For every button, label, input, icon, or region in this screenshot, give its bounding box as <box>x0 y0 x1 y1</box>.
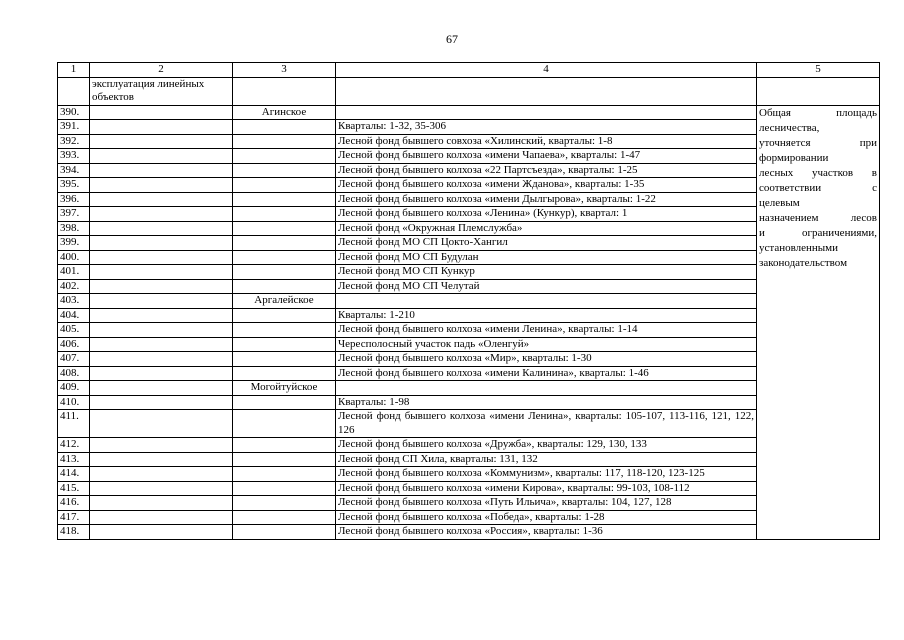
object-name-cell <box>90 163 233 178</box>
row-number-cell: 402. <box>58 279 90 294</box>
object-name-cell <box>90 120 233 135</box>
description-cell: Лесной фонд бывшего колхоза «Победа», кварталы: 1-28 <box>336 510 757 525</box>
table-row <box>58 149 880 164</box>
row-number-cell: 408. <box>58 366 90 381</box>
note-line: установленными <box>759 241 839 254</box>
forestry-cell <box>233 134 336 149</box>
forestry-cell <box>233 438 336 453</box>
object-name-cell <box>90 510 233 525</box>
description-cell: Лесной фонд бывшего колхоза «Путь Ильича», кварталы: 104, 127, 128 <box>336 496 757 511</box>
row-number-cell: 397. <box>58 207 90 222</box>
row-number-cell: 403. <box>58 294 90 309</box>
header-cell: 2 <box>90 63 233 78</box>
forestry-cell <box>233 525 336 540</box>
forestry-cell <box>233 452 336 467</box>
forestry-cell <box>233 120 336 135</box>
row-number-cell: 396. <box>58 192 90 207</box>
table-row <box>58 120 880 135</box>
object-name-cell <box>90 149 233 164</box>
table-row <box>58 134 880 149</box>
description-cell <box>336 381 757 396</box>
row-number-cell: 391. <box>58 120 90 135</box>
table-row <box>58 265 880 280</box>
object-name-cell <box>90 134 233 149</box>
row-number-cell: 413. <box>58 452 90 467</box>
row-number-cell: 418. <box>58 525 90 540</box>
note-line: лесных участков в <box>759 166 877 179</box>
row-number-cell: 392. <box>58 134 90 149</box>
object-name-cell <box>90 366 233 381</box>
row-number-cell: 415. <box>58 481 90 496</box>
row-number-cell: 400. <box>58 250 90 265</box>
object-name-cell <box>90 308 233 323</box>
object-name-cell <box>90 467 233 482</box>
object-name-cell <box>90 452 233 467</box>
forestry-cell <box>233 352 336 367</box>
forestry-cell: Могойтуйское <box>233 381 336 396</box>
table-row <box>58 105 880 120</box>
object-name-cell <box>90 265 233 280</box>
description-cell: Лесной фонд бывшего колхоза «Россия», кварталы: 1-36 <box>336 525 757 540</box>
forestry-cell <box>233 395 336 410</box>
object-name-cell <box>90 395 233 410</box>
forestry-cell <box>233 207 336 222</box>
description-cell <box>336 294 757 309</box>
row-number-cell: 409. <box>58 381 90 396</box>
row-number-cell: 416. <box>58 496 90 511</box>
object-name-cell <box>90 294 233 309</box>
forestry-cell <box>233 236 336 251</box>
table-row <box>58 496 880 511</box>
table-row <box>58 279 880 294</box>
description-cell: Кварталы: 1-98 <box>336 395 757 410</box>
row-number-cell: 412. <box>58 438 90 453</box>
row-number-cell: 417. <box>58 510 90 525</box>
forestry-cell <box>233 163 336 178</box>
table-header-row <box>58 63 880 78</box>
object-name-cell <box>90 525 233 540</box>
forestry-cell <box>233 410 336 438</box>
table-row <box>58 294 880 309</box>
description-cell: Кварталы: 1-32, 35-306 <box>336 120 757 135</box>
object-name-cell <box>90 279 233 294</box>
table-row <box>58 366 880 381</box>
forestry-cell <box>233 510 336 525</box>
forestry-cell <box>233 481 336 496</box>
table-row <box>58 481 880 496</box>
table-row <box>58 352 880 367</box>
note-line: законодательством <box>759 256 848 269</box>
description-cell: Лесной фонд бывшего совхоза «Хилинский, кварталы: 1-8 <box>336 134 757 149</box>
description-cell: Лесной фонд МО СП Цокто-Хангил <box>336 236 757 251</box>
note-line: и ограничениями, <box>759 226 877 239</box>
description-cell: Лесной фонд МО СП Кункур <box>336 265 757 280</box>
forestry-cell <box>233 265 336 280</box>
table-row <box>58 221 880 236</box>
description-cell: Лесной фонд бывшего колхоза «Коммунизм», кварталы: 117, 118-120, 123-125 <box>336 467 757 482</box>
forestry-cell <box>233 366 336 381</box>
note-cell <box>757 77 880 105</box>
forestry-cell <box>233 496 336 511</box>
row-number-cell: 407. <box>58 352 90 367</box>
object-name-cell: эксплуатация линейных объектов <box>90 77 233 105</box>
header-cell: 3 <box>233 63 336 78</box>
row-number-cell: 395. <box>58 178 90 193</box>
description-cell: Лесной фонд «Окружная Племслужба» <box>336 221 757 236</box>
note-line: целевым <box>759 196 800 209</box>
description-cell: Чересполосный участок падь «Оленгуй» <box>336 337 757 352</box>
page-number: 67 <box>446 32 458 46</box>
table-row <box>58 525 880 540</box>
forestry-cell <box>233 77 336 105</box>
row-number-cell: 405. <box>58 323 90 338</box>
table-row <box>58 163 880 178</box>
row-number-cell: 394. <box>58 163 90 178</box>
object-name-cell <box>90 337 233 352</box>
row-number-cell: 406. <box>58 337 90 352</box>
object-name-cell <box>90 438 233 453</box>
description-cell: Лесной фонд бывшего колхоза «имени Жданова», кварталы: 1-35 <box>336 178 757 193</box>
note-line: лесничества, <box>759 121 820 134</box>
description-cell: Лесной фонд бывшего колхоза «имени Кирова», кварталы: 99-103, 108-112 <box>336 481 757 496</box>
note-line: назначением лесов <box>759 211 877 224</box>
table-row <box>58 510 880 525</box>
description-cell: Лесной фонд бывшего колхоза «имени Чапаева», кварталы: 1-47 <box>336 149 757 164</box>
object-name-cell <box>90 352 233 367</box>
description-cell: Лесной фонд МО СП Челутай <box>336 279 757 294</box>
object-name-cell <box>90 410 233 438</box>
object-name-cell <box>90 105 233 120</box>
forestry-cell <box>233 337 336 352</box>
note-line: уточняется при <box>759 136 877 149</box>
table-row <box>58 395 880 410</box>
row-number-cell: 401. <box>58 265 90 280</box>
description-cell: Лесной фонд бывшего колхоза «имени Дылгырова», кварталы: 1-22 <box>336 192 757 207</box>
table-row <box>58 178 880 193</box>
table-row <box>58 337 880 352</box>
table-row <box>58 452 880 467</box>
continuation-row <box>58 77 880 105</box>
forestry-cell <box>233 221 336 236</box>
description-cell: Лесной фонд бывшего колхоза «имени Ленина», кварталы: 105-107, 113-116, 121, 122, 126 <box>336 410 757 438</box>
row-number-cell: 411. <box>58 410 90 438</box>
object-name-cell <box>90 207 233 222</box>
header-cell: 4 <box>336 63 757 78</box>
table-row <box>58 410 880 438</box>
description-cell: Лесной фонд МО СП Будулан <box>336 250 757 265</box>
forestry-cell <box>233 149 336 164</box>
description-cell: Лесной фонд СП Хила, кварталы: 131, 132 <box>336 452 757 467</box>
table-row <box>58 438 880 453</box>
forestry-cell <box>233 250 336 265</box>
row-number-cell <box>58 77 90 105</box>
table-row <box>58 308 880 323</box>
row-number-cell: 410. <box>58 395 90 410</box>
table-row <box>58 381 880 396</box>
note-line: соответствии с <box>759 181 877 194</box>
header-cell: 1 <box>58 63 90 78</box>
object-name-cell <box>90 381 233 396</box>
description-cell: Лесной фонд бывшего колхоза «Мир», кварталы: 1-30 <box>336 352 757 367</box>
table-row <box>58 207 880 222</box>
row-number-cell: 414. <box>58 467 90 482</box>
header-cell: 5 <box>757 63 880 78</box>
row-number-cell: 393. <box>58 149 90 164</box>
object-name-cell <box>90 481 233 496</box>
object-name-cell <box>90 221 233 236</box>
description-cell: Лесной фонд бывшего колхоза «имени Ленина», кварталы: 1-14 <box>336 323 757 338</box>
note-cell <box>757 105 880 539</box>
description-cell <box>336 77 757 105</box>
forestry-cell <box>233 178 336 193</box>
row-number-cell: 390. <box>58 105 90 120</box>
forestry-cell <box>233 467 336 482</box>
forestry-cell <box>233 308 336 323</box>
note-line: Общая площадь <box>759 106 877 119</box>
forestry-cell: Агинское <box>233 105 336 120</box>
note-line: формировании <box>759 151 829 164</box>
object-name-cell <box>90 192 233 207</box>
table-row <box>58 192 880 207</box>
description-cell: Лесной фонд бывшего колхоза «Ленина» (Кункур), квартал: 1 <box>336 207 757 222</box>
description-cell <box>336 105 757 120</box>
table-row <box>58 323 880 338</box>
forestry-table-body <box>58 63 880 540</box>
forestry-cell <box>233 323 336 338</box>
forestry-cell <box>233 192 336 207</box>
table-row <box>58 236 880 251</box>
object-name-cell <box>90 236 233 251</box>
table-row <box>58 250 880 265</box>
description-cell: Лесной фонд бывшего колхоза «имени Калинина», кварталы: 1-46 <box>336 366 757 381</box>
object-name-cell <box>90 250 233 265</box>
forestry-table <box>57 62 880 540</box>
row-number-cell: 399. <box>58 236 90 251</box>
description-cell: Лесной фонд бывшего колхоза «22 Партсъезда», кварталы: 1-25 <box>336 163 757 178</box>
row-number-cell: 398. <box>58 221 90 236</box>
forestry-cell <box>233 279 336 294</box>
object-name-cell <box>90 323 233 338</box>
description-cell: Лесной фонд бывшего колхоза «Дружба», кварталы: 129, 130, 133 <box>336 438 757 453</box>
table-row <box>58 467 880 482</box>
object-name-cell <box>90 178 233 193</box>
object-name-cell <box>90 496 233 511</box>
description-cell: Кварталы: 1-210 <box>336 308 757 323</box>
row-number-cell: 404. <box>58 308 90 323</box>
forestry-cell: Аргалейское <box>233 294 336 309</box>
